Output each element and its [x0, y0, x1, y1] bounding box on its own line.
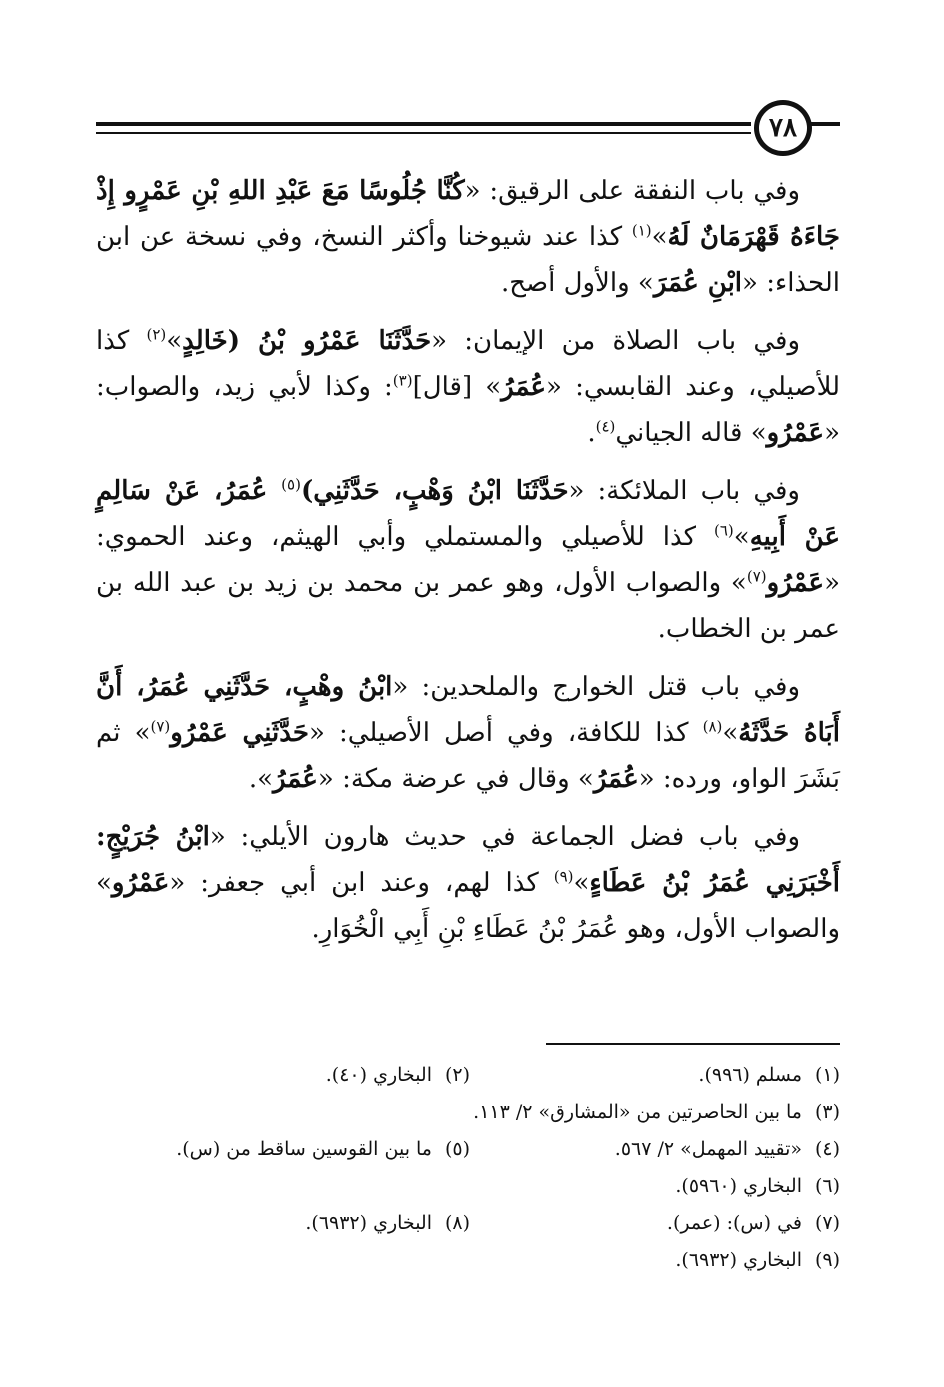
text-segment: كذا للأصيلي، وعند القابسي: «: [96, 326, 841, 402]
text-segment: ».: [248, 764, 274, 794]
paragraph: [96, 468, 840, 652]
footnote-text: في (س): (عمر).: [666, 1211, 802, 1234]
paragraph: [96, 168, 840, 306]
footnote-ref: (٥): [281, 475, 301, 494]
footnote-number: (١): [814, 1063, 840, 1086]
paragraph: [96, 814, 840, 952]
text-segment: كذا للأصيلي والمستملي وأبي الهيثم، وعند الحموي: «: [96, 522, 840, 598]
footnote-ref: (٢): [146, 325, 167, 344]
footnote-text: مسلم (٩٩٦).: [698, 1063, 802, 1086]
hadith-quote: عُمَرُ: [273, 764, 318, 794]
footnote: [470, 1249, 840, 1271]
footnote-row: [100, 1167, 840, 1204]
hadith-quote: ابْنُ جُرَيْجٍ: أَخْبَرَنِي عُمَرُ بْنُ عَطَاءٍ: [96, 822, 840, 898]
text-segment: وفي باب النفقة على الرقيق: «: [464, 176, 800, 206]
footnote-row: [100, 1204, 840, 1241]
hadith-quote: عَمْرُو: [766, 568, 825, 598]
text-segment: »: [722, 718, 739, 748]
footnote-ref: (١): [631, 221, 652, 240]
header-rule-thin: [96, 132, 751, 134]
footnote-text: البخاري (٦٩٣٢).: [675, 1248, 802, 1271]
footnote: [100, 1101, 840, 1123]
footnote-ref: (٦): [713, 521, 734, 540]
footnote-number: (٨): [444, 1211, 470, 1234]
footnote-ref: (٨): [702, 717, 723, 736]
footnote: [470, 1138, 840, 1160]
text-segment: » وقال في عرضة مكة: «: [317, 764, 594, 794]
hadith-quote: عُمَرُ، عَنْ سَالِمٍ عَنْ أَبِيهِ: [96, 476, 840, 552]
text-segment: »: [651, 222, 668, 252]
main-text: [96, 168, 840, 964]
text-segment: » [قال]: [412, 372, 502, 402]
page-number: ٧٨: [754, 100, 812, 156]
text-segment: » والصواب الأول، وهو عُمَرُ بْنُ عَطَاءِ بْنِ أَبِي الْخُوَارِ.: [96, 868, 840, 944]
footnote-text: ما بين الحاصرتين من «المشارق» ٢/ ١١٣.: [473, 1100, 802, 1123]
footnote: [100, 1138, 470, 1160]
footnote-row: [100, 1130, 840, 1167]
text-segment: كذا للكافة، وفي أصل الأصيلي: «: [309, 718, 703, 748]
footnote: [470, 1212, 840, 1234]
footnote: [470, 1064, 840, 1086]
hadith-quote: حَدَّثَنَا عَمْرُو بْنُ (خَالِدٍ: [182, 326, 432, 356]
text-segment: وفي باب الملائكة: «: [568, 476, 800, 506]
hadith-quote: عُمَرُ: [593, 764, 639, 794]
footnote-number: (٢): [444, 1063, 470, 1086]
footnote: [470, 1175, 840, 1197]
text-segment: » ثم بَشَرَ الواو، ورده: «: [96, 718, 840, 794]
header-rule: [96, 122, 751, 126]
text-segment: كذا عند شيوخنا وأكثر النسخ، وفي نسخة عن ابن الحذاء: «: [96, 222, 840, 298]
footnote-text: البخاري (٤٠).: [325, 1063, 432, 1086]
footnote-text: «تقييد المهمل» ٢/ ٥٦٧.: [614, 1137, 802, 1160]
footnote-ref: (٧): [150, 717, 171, 736]
footnote-number: (٣): [814, 1100, 840, 1123]
hadith-quote: عَمْرُو: [111, 868, 170, 898]
footnote-ref: (٩): [553, 867, 574, 886]
text-segment: » قاله الجياني: [615, 418, 767, 448]
text-segment: وفي باب فضل الجماعة في حديث هارون الأيلي: «: [209, 822, 800, 852]
footnote-row: [100, 1241, 840, 1278]
text-segment: » والأول أصح.: [500, 268, 654, 298]
footnote: [100, 1064, 470, 1086]
text-segment: وفي باب قتل الخوارج والملحدين: «: [392, 672, 800, 702]
footnote-ref: (٣): [392, 371, 413, 390]
page-header: [96, 98, 840, 158]
footnote: [100, 1212, 470, 1234]
footnote-text: ما بين القوسين ساقط من (س).: [176, 1137, 432, 1160]
hadith-quote: ابْنُ وهْبٍ، حَدَّثَنِي عُمَرُ، أَنَّ أَبَاهُ حَدَّثَهُ: [96, 672, 840, 748]
paragraph: [96, 318, 840, 456]
footnote-row: [100, 1093, 840, 1130]
footnote-ref: (٧): [746, 567, 767, 586]
text-segment: »: [166, 326, 183, 356]
text-segment: »: [573, 868, 590, 898]
footnote-text: البخاري (٦٩٣٢).: [305, 1211, 432, 1234]
hadith-quote: كُنَّا جُلُوسًا مَعَ عَبْدِ اللهِ بْنِ عَمْرٍو إِذْ جَاءَهُ قَهْرَمَانٌ لَهُ: [96, 176, 840, 252]
hadith-quote: عُمَرُ: [501, 372, 547, 402]
hadith-quote: حَدَّثَنَا ابْنُ وَهْبٍ، حَدَّثَنِي): [300, 476, 569, 506]
text-segment: » والصواب الأول، وهو عمر بن محمد بن زيد بن عبد الله بن عمر بن الخطاب.: [96, 568, 840, 644]
hadith-quote: ابْنِ عُمَرَ: [653, 268, 743, 298]
footnote-text: البخاري (٥٩٦٠).: [675, 1174, 802, 1197]
paragraph: [96, 664, 840, 802]
footnotes: [100, 1056, 840, 1278]
footnote-number: (٤): [814, 1137, 840, 1160]
footnote-divider: [546, 1043, 840, 1045]
header-rule-right: [808, 122, 840, 126]
footnote-number: (٧): [814, 1211, 840, 1234]
text-segment: وفي باب الصلاة من الإيمان: «: [431, 326, 800, 356]
footnote-row: [100, 1056, 840, 1093]
footnote-ref: (٤): [595, 417, 616, 436]
footnote-number: (٦): [814, 1174, 840, 1197]
footnote-number: (٥): [444, 1137, 470, 1160]
hadith-quote: عَمْرُو: [766, 418, 825, 448]
text-segment: كذا لهم، وعند ابن أبي جعفر: «: [169, 868, 554, 898]
hadith-quote: حَدَّثَنِي عَمْرُو: [170, 718, 310, 748]
footnote-number: (٩): [814, 1248, 840, 1271]
text-segment: »: [733, 522, 750, 552]
text-segment: .: [587, 418, 596, 448]
text-segment: : وكذا لأبي زيد، والصواب: «: [96, 372, 840, 448]
